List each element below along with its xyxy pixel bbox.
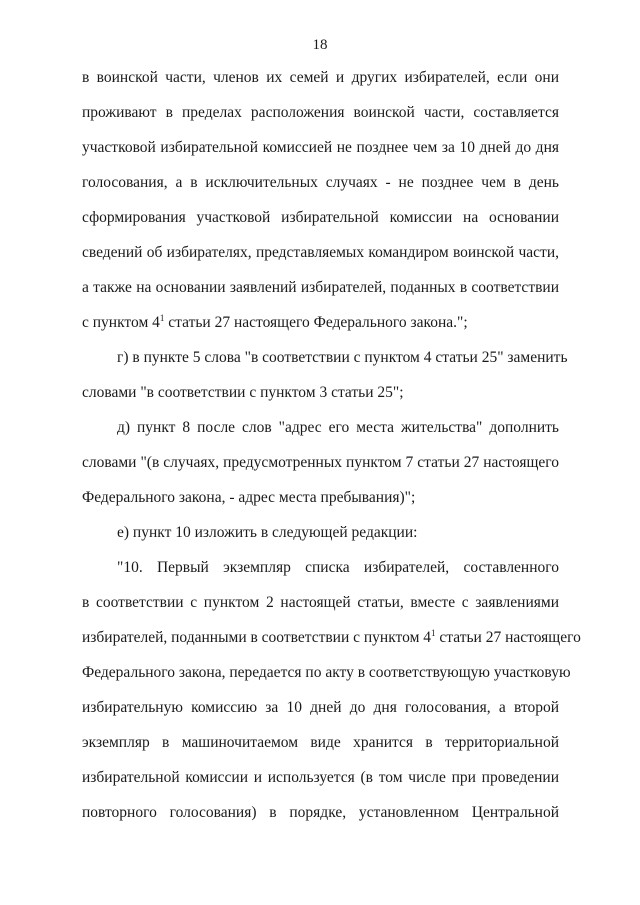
page-number: 18 [312,37,328,53]
text-line: в воинской части, членов их семей и других избирателей, если они [82,69,559,86]
text-line: е) пункт 10 изложить в следующей редакции: [117,524,418,541]
text-line: участковой избирательной комиссией не позднее чем за 10 дней до дня [82,139,559,156]
text-line: г) в пункте 5 слова "в соответствии с пунктом 4 статьи 25" заменить [117,349,568,366]
text-fragment: статьи 27 настоящего [435,629,581,646]
text-line: сформирования участковой избирательной комиссии на основании [82,209,559,226]
text-line: словами "(в случаях, предусмотренных пунктом 7 статьи 27 настоящего [82,454,559,471]
text-line: в соответствии с пунктом 2 настоящей статьи, вместе с заявлениями [82,594,559,611]
text-line: голосования, а в исключительных случаях - не позднее чем в день [82,174,559,191]
text-line: "10. Первый экземпляр списка избирателей, составленного [117,559,559,576]
text-line: д) пункт 8 после слов "адрес его места жительства" дополнить [117,419,559,436]
text-fragment: избирателей, поданными в соответствии с пунктом 4 [82,629,432,646]
superscript: 1 [431,628,436,638]
text-line: Федерального закона, передается по акту в соответствующую участковую [82,664,571,681]
text-line: проживают в пределах расположения воинской части, составляется [82,104,559,121]
superscript: 1 [159,313,165,323]
text-line: Федерального закона, - адрес места пребывания)"; [82,489,416,506]
text-line: повторного голосования) в порядке, установленном Центральной [82,804,559,821]
text-line: словами "в соответствии с пунктом 3 статьи 25"; [82,384,404,401]
text-line: а также на основании заявлений избирателей, поданных в соответствии [82,279,559,296]
text-fragment: статьи 27 настоящего Федерального закона."; [164,314,468,331]
text-line: избирательной комиссии и используется (в том числе при проведении [82,769,559,786]
text-line: экземпляр в машиночитаемом виде хранится в территориальной [82,734,559,751]
text-line [82,313,559,333]
text-line: избирательную комиссию за 10 дней до дня голосования, а второй [82,699,559,716]
text-line [82,628,581,648]
text-line: сведений об избирателях, представляемых командиром воинской части, [82,244,559,261]
text-fragment: с пунктом 4 [82,314,160,331]
